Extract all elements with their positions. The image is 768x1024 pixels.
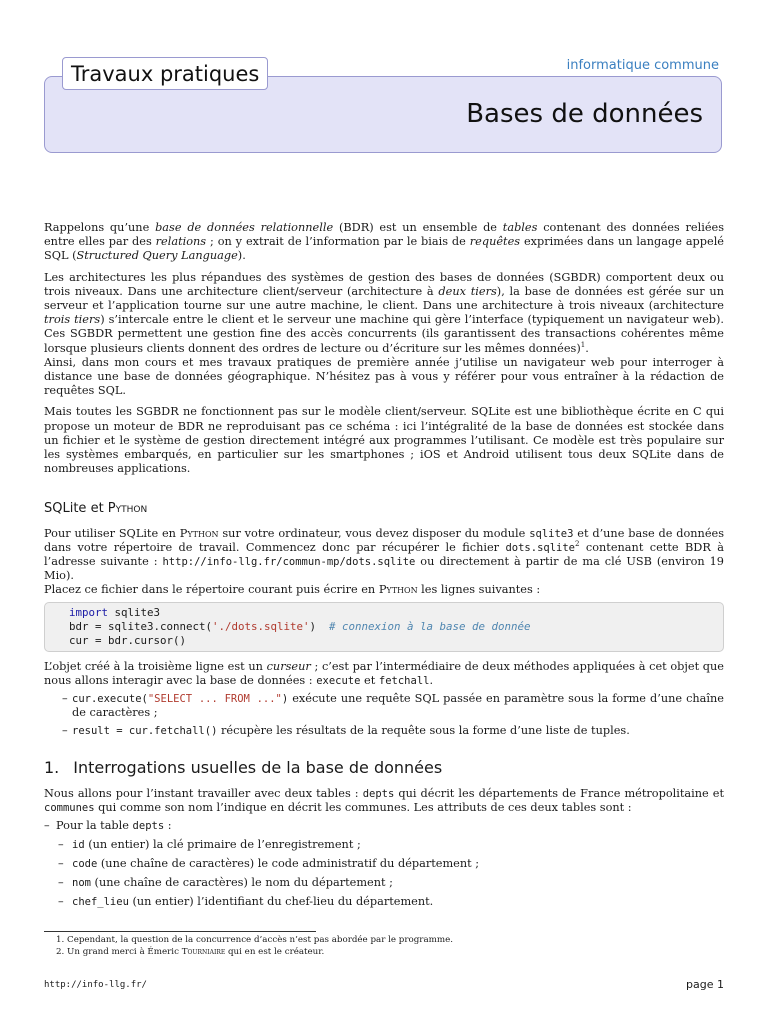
list-item: – Pour la table depts : – id (un entier) la clé primaire de l’enregistrement ; – code (une chaîne de caractères) le code administratif du département ; – nom (une chaîne de caractères) le nom du département ; – chef_lieu (un entier) l’identifiant du chef-lieu du département. — [44, 819, 724, 909]
list-item: – code (une chaîne de caractères) le code administratif du département ; — [56, 857, 724, 871]
footnote-ref-2[interactable]: 2 — [575, 540, 580, 549]
method-list — [44, 692, 724, 739]
footnote-2: 2. Un grand merci à Émeric Tourniaire qui en est le créateur. — [56, 947, 325, 957]
code-line-2: bdr = sqlite3.connect('./dots.sqlite') # connexion à la base de donnée — [69, 619, 531, 633]
list-item: – nom (une chaîne de caractères) le nom du département ; — [56, 876, 724, 890]
footnote-rule — [44, 931, 316, 932]
list-item: – result = cur.fetchall() récupère les résultats de la requête sous la forme d’une liste de tuples. — [44, 724, 724, 738]
footer-url[interactable]: http://info-llg.fr/ — [44, 980, 147, 990]
code-line-1: import sqlite3 — [69, 605, 161, 619]
cursor-paragraph: L’objet créé à la troisième ligne est un curseur ; c’est par l’intermédiaire de deux méthodes appliquées à cet objet que nous allons interagir avec la base de données : execute et fetchall. — [44, 659, 724, 687]
list-item: – chef_lieu (un entier) l’identifiant du chef-lieu du département. — [56, 895, 724, 909]
subsection-heading-sqlite: SQLite et Python — [44, 501, 148, 517]
intro-paragraph-3: Ainsi, dans mon cours et mes travaux pratiques de première année j’utilise un navigateur web pour interroger à distance une base de données géographique. N’hésitez pas à vous y référer pour vous entraîner à la rédaction de requêtes SQL. — [44, 355, 724, 398]
code-block — [44, 602, 724, 652]
list-item: – id (un entier) la clé primaire de l’enregistrement ; — [56, 838, 724, 852]
footnotes — [56, 934, 453, 958]
sqlite-paragraph-1: Pour utiliser SQLite en Python sur votre ordinateur, vous devez disposer du module sqlite3 et d’une base de données dans votre répertoire de travail. Commencez donc par récupérer le fichier dots.sqlite$^2$ contenant cette BDR à l’adresse suivante : http://info-llg.fr/commun-mp/dots.sqlite ou directement à partir de ma clé USB (environ 19 Mio). — [44, 526, 725, 583]
sqlite-paragraph-2: Placez ce fichier dans le répertoire courant puis écrire en Python les lignes suivantes : — [44, 583, 541, 597]
intro-paragraph-2: Les architectures les plus répandues des systèmes de gestion des bases de données (SGBDR) comportent deux ou trois niveaux. Dans une architecture client/serveur (architecture à deux tiers), la base de données est gérée sur un serveur et l’application tourne sur une autre machine, le client. Dans une architecture à trois niveaux (architecture trois tiers) s’intercale entre le client et le serveur une machine qui gère l’interface (typiquement un navigateur web). Ces SGBDR permettent une gestion fine des accès concurrents (ils garantissent des transactions cohérentes même lorsque plusieurs clients donnent des ordres de lecture ou d’écriture sur les mêmes données)$^1$. — [44, 270, 725, 355]
intro-paragraph-1: Rappelons qu’une base de données relationnelle (BDR) est un ensemble de tables contenant des données reliées entre elles par des relations ; on y extrait de l’information par le biais de requêtes exprimées dans un langage appelé SQL (Structured Query Language). — [44, 221, 725, 263]
section-heading-1: 1. Interrogations usuelles de la base de données — [44, 757, 443, 777]
document-title: Bases de données — [466, 99, 703, 129]
intro-paragraph-4: Mais toutes les SGBDR ne fonctionnent pas sur le modèle client/serveur. SQLite est une bibliothèque écrite en C qui propose un moteur de BDR ne reproduisant pas ce schéma : ici l’intégralité de la base de données est stockée dans un fichier et le système de gestion directement intégré aux programmes l’utilisant. Ce modèle est très populaire sur les systèmes embarqués, en particulier sur les smartphones ; iOS et Android utilisent tous deux SQLite dans de nombreuses applications. — [44, 405, 724, 476]
code-line-3: cur = bdr.cursor() — [69, 633, 187, 647]
course-tag: informatique commune — [566, 58, 719, 73]
footnote-ref-1[interactable]: 1 — [580, 340, 586, 349]
section1-paragraph: Nous allons pour l’instant travailler avec deux tables : depts qui décrit les départements de France métropolitaine et communes qui comme son nom l’indique en décrit les communes. Les attributs de ces deux tables sont : — [44, 786, 724, 815]
footnote-1: 1. Cependant, la question de la concurrence d’accès n’est pas abordée par le programme. — [56, 935, 454, 945]
attribute-list — [56, 838, 724, 910]
list-item: – cur.execute("SELECT ... FROM ...") exécute une requête SQL passée en paramètre sous la forme d’une chaîne de caractères ; — [44, 692, 724, 720]
document-body — [44, 221, 724, 915]
download-link[interactable]: http://info-llg.fr/commun-mp/dots.sqlite — [162, 556, 416, 569]
tables-list — [44, 819, 724, 909]
tp-label: Travaux pratiques — [62, 57, 268, 90]
page-number: page 1 — [686, 978, 724, 991]
